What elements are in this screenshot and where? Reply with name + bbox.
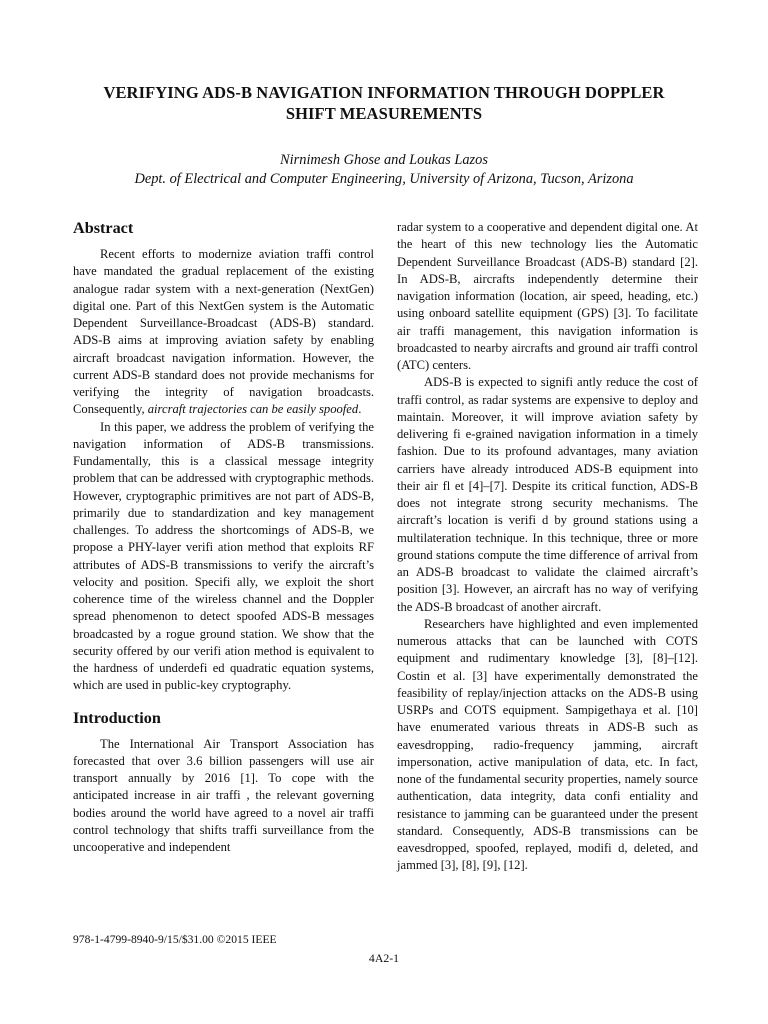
title-line-2: SHIFT MEASUREMENTS	[285, 104, 483, 123]
introduction-paragraph-2: ADS-B is expected to signifi antly reduce the cost of traffi control, as radar systems are expensive to deploy and maintain. Moreover, it will improve aviation safety by delivering fi e-grained navigation information in a timely fashion. Due to its profound advantages, many aviation carriers have already introduced ADS-B equipment into their air fl et [4]–[7]. Despite its critical function, ADS-B does not integrate strong security mechanisms. The aircraft’s location is verifi d by ground stations using a multilateration technique. In this technique, three or more ground stations compute the time difference of arrival from an ADS-B broadcast to validate the claimed aircraft’s position [3]. However, an aircraft has no way of verifying the ADS-B broadcast of another aircraft.	[397, 375, 698, 614]
copyright-notice: 978-1-4799-8940-9/15/$31.00 ©2015 IEEE	[73, 933, 277, 946]
abstract-p1-emphasis: aircraft trajectories can be easily spoofed	[147, 402, 359, 417]
abstract-heading: Abstract	[73, 219, 134, 237]
paper-title	[60, 82, 708, 124]
abstract-paragraph-1	[73, 246, 374, 419]
abstract-p1-text: Recent efforts to modernize aviation traffi control have mandated the gradual replacement of the existing analogue radar system with a next-generation (NextGen) digital one. Part of this NextGen system is the Automatic Dependent Surveillance-Broadcast (ADS-B) standard. ADS-B aims at improving aviation safety by enabling aircraft broadcast navigation information. However, the current ADS-B standard does not provide mechanisms for verifying the integrity of navigation broadcasts. Consequently,	[73, 247, 374, 417]
page-number: 4A2-1	[368, 951, 400, 965]
abstract-paragraph-2: In this paper, we address the problem of verifying the navigation information of ADS-B transmissions. Fundamentally, this is a classical message integrity problem that can be addressed with cryptographic methods. However, cryptographic primitives are not part of ADS-B, primarily due to standardization and key management challenges. To address the shortcomings of ADS-B, we propose a PHY-layer verifi ation method that exploits RF attributes of ADS-B transmissions to verify the aircraft’s velocity and position. Specifi ally, we exploit the short coherence time of the wireless channel and the Doppler spread phenomenon to detect spoofed ADS-B messages broadcasted by a rogue ground station. We show that the security offered by our verifi ation method is equivalent to the hardness of underdefi ed quadratic equation systems, which are used in public-key cryptography.	[73, 419, 374, 693]
abstract-p1-end: .	[358, 402, 362, 417]
introduction-paragraph-1-continued: radar system to a cooperative and dependent digital one. At the heart of this new technology lies the Automatic Dependent Surveillance Broadcast (ADS-B) standard [2]. In ADS-B, aircrafts independently determine their navigation information (location, air speed, heading, etc.) using onboard satellite equipment (GPS) [3]. To facilitate air traffi management, this navigation information is broadcasted to nearby aircrafts and ground air traffi control (ATC) centers.	[397, 220, 698, 372]
left-column	[73, 218, 374, 856]
introduction-paragraph-1: The International Air Transport Association has forecasted that over 3.6 billion passengers will use air transport annually by 2016 [1]. To cope with the anticipated increase in air traffi , the relevant governing bodies around the world have agreed to a novel air traffi control technology that shifts traffi surveillance from the uncooperative and independent	[73, 736, 374, 854]
introduction-paragraph-3: Researchers have highlighted and even implemented numerous attacks that can be launched with COTS equipment and rudimentary knowledge [3], [8]–[12]. Costin et al. [3] have experimentally demonstrated the feasibility of replay/injection attacks on the ADS-B using USRPs and COTS equipment. Sampigethaya et al. [10] have enumerated various threats in ADS-B such as eavesdropping, radio-frequency jamming, aircraft impersonation, active manipulation of data, etc. In fact, none of the fundamental security properties, namely source authentication, data integrity, data confi entiality and resistance to jamming can be guaranteed under the present standard. Consequently, ADS-B transmissions can be eavesdropped, spoofed, replayed, modifi d, deleted, and jammed [3], [8], [9], [12].	[397, 616, 698, 873]
author-affiliation: Dept. of Electrical and Computer Engineering, University of Arizona, Tucson, Arizona	[134, 171, 634, 187]
right-column	[397, 219, 698, 875]
author-block	[60, 151, 708, 189]
introduction-heading: Introduction	[73, 708, 161, 727]
author-names: Nirnimesh Ghose and Loukas Lazos	[280, 152, 488, 168]
title-line-1: VERIFYING ADS-B NAVIGATION INFORMATION THROUGH DOPPLER	[103, 83, 665, 102]
